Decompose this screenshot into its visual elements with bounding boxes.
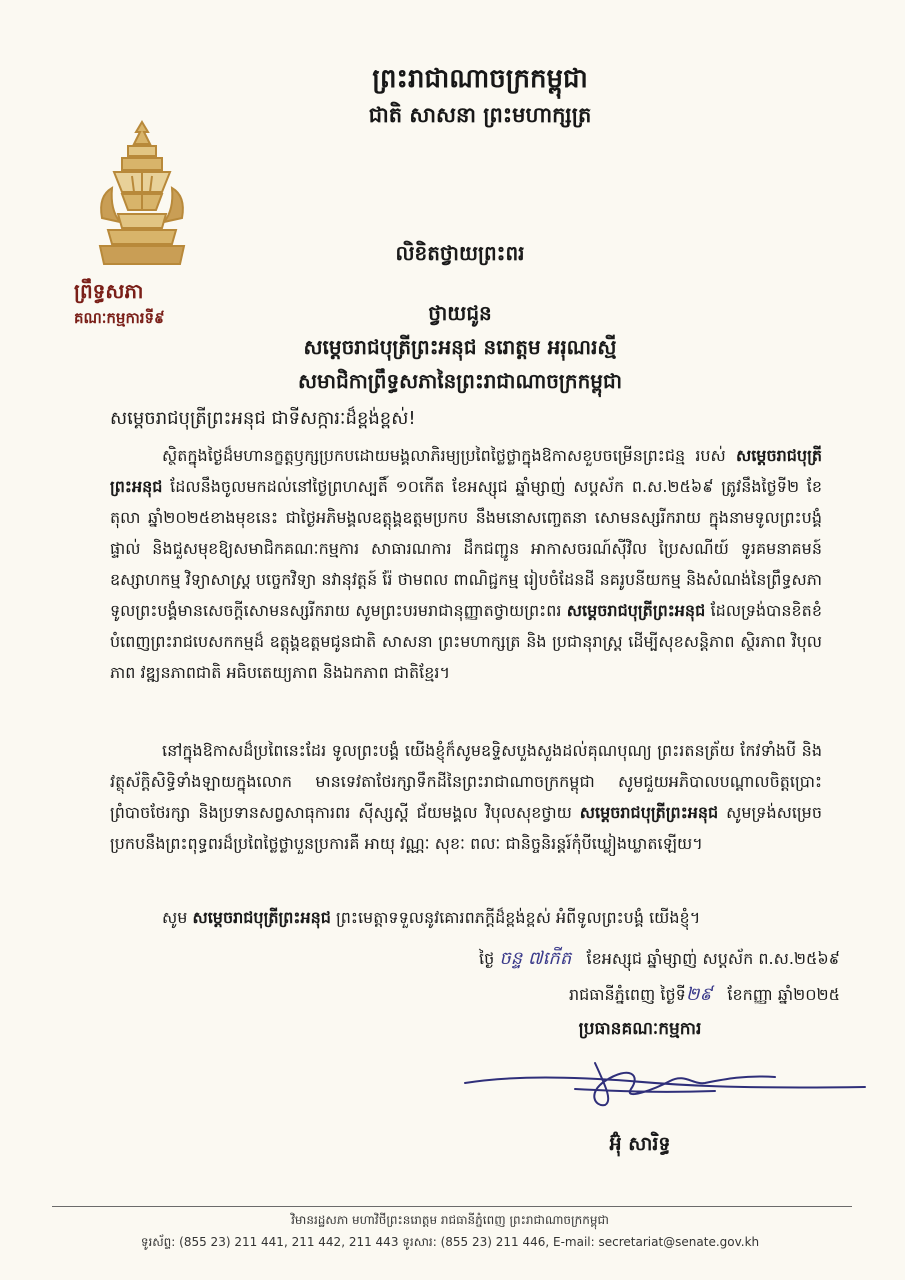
national-motto: ជាតិ សាសនា ព្រះមហាក្សត្រ [368,103,592,127]
sender-committee: គណៈកម្មការទី៩ [74,309,165,327]
senate-emblem-icon [92,118,192,268]
body-paragraph-2 [110,735,822,859]
highlighted-title: សម្តេចរាជបុត្រីព្រះអនុជ [566,601,706,620]
footer-address: វិមានរដ្ឋសភា មហាវិថីព្រះនរោត្តម រាជធានីភ្នំពេញ ព្រះរាជាណាចក្រកម្ពុជា [291,1213,609,1227]
lunar-date-prefix: ថ្ងៃ [479,949,495,968]
paragraph-text: ព្រះមេត្តាទទួលនូវគោរពភក្តីដ៏ខ្ពង់ខ្ពស់ អំពីទូលព្រះបង្គំ យើងខ្ញុំ។ [330,908,701,927]
footer-contacts: ទូរស័ព្ទ: (855 23) 211 441, 211 442, 211 443 ទូរសារ: (855 23) 211 446, E-mail: secretariat@senate.gov.kh [140,1235,760,1249]
signer-name: អ៊ុំ សារិទ្ធ [609,1133,671,1155]
document-type: លិខិតថ្វាយព្រះពរ [395,241,525,265]
lunar-date-handwritten: ចន្ទ ៧កើត [499,948,572,969]
signer-role: ប្រធានគណៈកម្មការ [578,1019,702,1039]
paragraph-text: សូមទ្រង់សម្រេចប្រកបនឹងព្រះពុទ្ធពរដ៏ប្រពៃថ្លៃថ្លាបួនប្រការគឺ អាយុ វណ្ណៈ សុខៈ ពលៈ ជានិច្ចនិរន្តរ៍កុំបីឃ្លៀងឃ្លាតឡើយ។ [110,803,822,853]
paragraph-text: នៅក្នុងឱកាសដ៏ប្រពៃនេះដែរ ទូលព្រះបង្គំ យើងខ្ញុំក៏សូមឧទ្ទិសបួងសួងដល់គុណបុណ្យ ព្រះរតនត្រ័យ កែវទាំងបី និងវត្ថុស័ក្តិសិទ្ធិទាំងឡាយក្នុងលោក មានទេវតាថែរក្សាទឹកដីនៃព្រះរាជាណាចក្រកម្ពុជា សូមជួយអភិបាលបណ្តាលចិត្តប្រោះព្រំបាចថែរក្សា និងប្រទានសព្វសាធុការពរ ស៊ីស្សស្តី ជ័យមង្គល វិបុលសុខថ្វាយ [110,741,822,822]
solar-date-prefix: រាជធានីភ្នំពេញ ថ្ងៃទី [568,985,686,1004]
solar-date [460,982,840,1009]
highlighted-title: សម្តេចរាជបុត្រីព្រះអនុជ [192,908,331,927]
lunar-date-suffix: ខែអស្សុជ ឆ្នាំម្សាញ់ សប្តស័ក ព.ស.២៥៦៩ [586,949,840,968]
sender-institution: ព្រឹទ្ធសភា [74,279,144,303]
paragraph-text: ដែលនឹងចូលមកដល់នៅថ្ងៃព្រហស្បតិ៍ ១០កើត ខែអស្សុជ ឆ្នាំម្សាញ់ សប្តស័ក ព.ស.២៥៦៩ ត្រូវនឹងថ្ងៃទី២ ខែតុលា ឆ្នាំ២០២៥ខាងមុខនេះ ជាថ្ងៃអភិមង្គលឧត្តុង្គឧត្តមប្រកប នឹងមនោសញ្ចេតនា សោមនស្សរីករាយ ក្នុងនាមទូលព្រះបង្គំផ្ទាល់ និងជួសមុខឱ្យសមាជិកគណៈកម្មការ សាធារណការ ដឹកជញ្ជូន អាកាសចរណ៍ស៊ីវិល ប្រៃសណីយ៍ ទូរគមនាគមន៍ ឧស្សាហកម្ម វិទ្យាសាស្ត្រ បច្ចេកវិទ្យា នវានុវត្តន៍ រ៉ែ ថាមពល ពាណិជ្ជកម្ម រៀបចំដែនដី នគរូបនីយកម្ម និងសំណង់នៃព្រឹទ្ធសភា ទូលព្រះបង្គំមានសេចក្តីសោមនស្សរីករាយ សូមព្រះបរមរាជានុញ្ញាតថ្វាយព្រះពរ [110,477,822,620]
footer-divider [52,1206,852,1207]
lunar-date [460,946,840,973]
highlighted-title: សម្តេចរាជបុត្រីព្រះអនុជ [110,446,822,496]
paragraph-text: សូម [162,908,193,927]
recipient-title: សមាជិកាព្រឹទ្ធសភានៃព្រះរាជាណាចក្រកម្ពុជា [297,369,623,393]
solar-date-handwritten: ២៩ [685,984,713,1005]
solar-date-suffix: ខែកញ្ញា ឆ្នាំ២០២៥ [727,985,840,1004]
kingdom-header: ព្រះរាជាណាចក្រកម្ពុជា [372,64,588,94]
body-paragraph-1 [110,440,822,688]
recipient-label: ថ្វាយជូន [428,301,492,325]
body-paragraph-3 [110,902,822,933]
highlighted-title: សម្តេចរាជបុត្រីព្រះអនុជ [579,803,719,822]
handwritten-signature-icon [455,1045,875,1115]
paragraph-text: ស្ថិតក្នុងថ្ងៃដ៏មហានក្ខត្តឫក្សប្រកបដោយមង្គលាភិរម្យប្រពៃថ្លៃថ្លាក្នុងឱកាសខួបចម្រើនព្រះជន្ម របស់ [162,446,736,465]
paragraph-text: ដែលទ្រង់បានខិតខំបំពេញព្រះរាជបេសកកម្មដ៏ ឧត្តុង្គឧត្តមជូនជាតិ សាសនា ព្រះមហាក្សត្រ និង ប្រជានុរាស្ត្រ ដើម្បីសុខសន្តិភាព ស្ថិរភាព វិបុលភាព វឌ្ឍនភាពជាតិ អធិបតេយ្យភាព និងឯកភាព ជាតិខ្មែរ។ [110,601,822,682]
salutation: សម្តេចរាជបុត្រីព្រះអនុជ ជាទីសក្ការៈដ៏ខ្ពង់ខ្ពស់! [110,408,416,429]
recipient-name: សម្តេចរាជបុត្រីព្រះអនុជ នរោត្តម អរុណរស្មី [303,335,617,359]
